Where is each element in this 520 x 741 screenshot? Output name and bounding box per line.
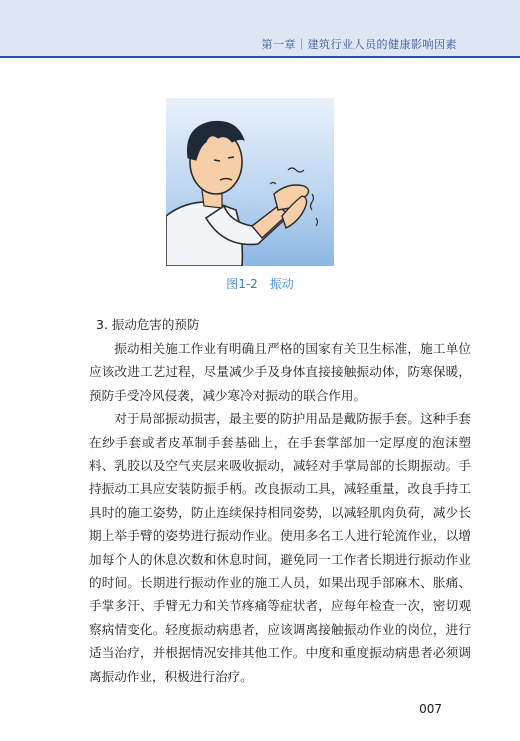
paragraph: 振动相关施工作业有明确且严格的国家有关卫生标准，施工单位应该改进工艺过程，尽量减少手及身体直接接触振动体，防寒保暖，预防手受冷风侵袭，减少寒冷对振动的联合作用。 (89, 341, 471, 403)
header-rule (0, 56, 520, 58)
figure-caption (0, 275, 520, 292)
figure-caption-text: 振动 (269, 277, 294, 291)
illustration-man-shaking-hands (166, 98, 334, 266)
section-heading: 3. 振动危害的预防 (96, 317, 200, 332)
figure-label: 图1-2 (226, 277, 258, 291)
chapter-header-title: 第一章｜建筑行业人员的健康影响因素 (261, 38, 457, 51)
illustration-svg (166, 98, 334, 266)
body-text (89, 337, 471, 688)
page-number: 007 (419, 702, 442, 716)
paragraph: 对于局部振动损害，最主要的防护用品是戴防振手套。这种手套在纱手套或者皮革制手套基础上，在手套掌部加一定厚度的泡沫塑料、乳胶以及空气夹层来吸收振动，减轻对手掌局部的长期振动。手持振动工具应安装防振手柄。改良振动工具，减轻重量，改良手持工具时的施工姿势，防止连续保持相同姿势，以减轻肌肉负荷，减少长期上举手臂的姿势进行振动作业。使用多名工人进行轮流作业，以增加每个人的休息次数和休息时间，避免同一工作者长期进行振动作业的时间。长期进行振动作业的施工人员，如果出现手部麻木、胀痛、手掌多汗、手臂无力和关节疼痛等症状者，应每年检查一次，密切观察病情变化。轻度振动病患者，应该调离接触振动作业的岗位，进行适当治疗，并根据情况安排其他工作。中度和重度振动病患者必须调离振动作业，积极进行治疗。 (89, 411, 471, 684)
